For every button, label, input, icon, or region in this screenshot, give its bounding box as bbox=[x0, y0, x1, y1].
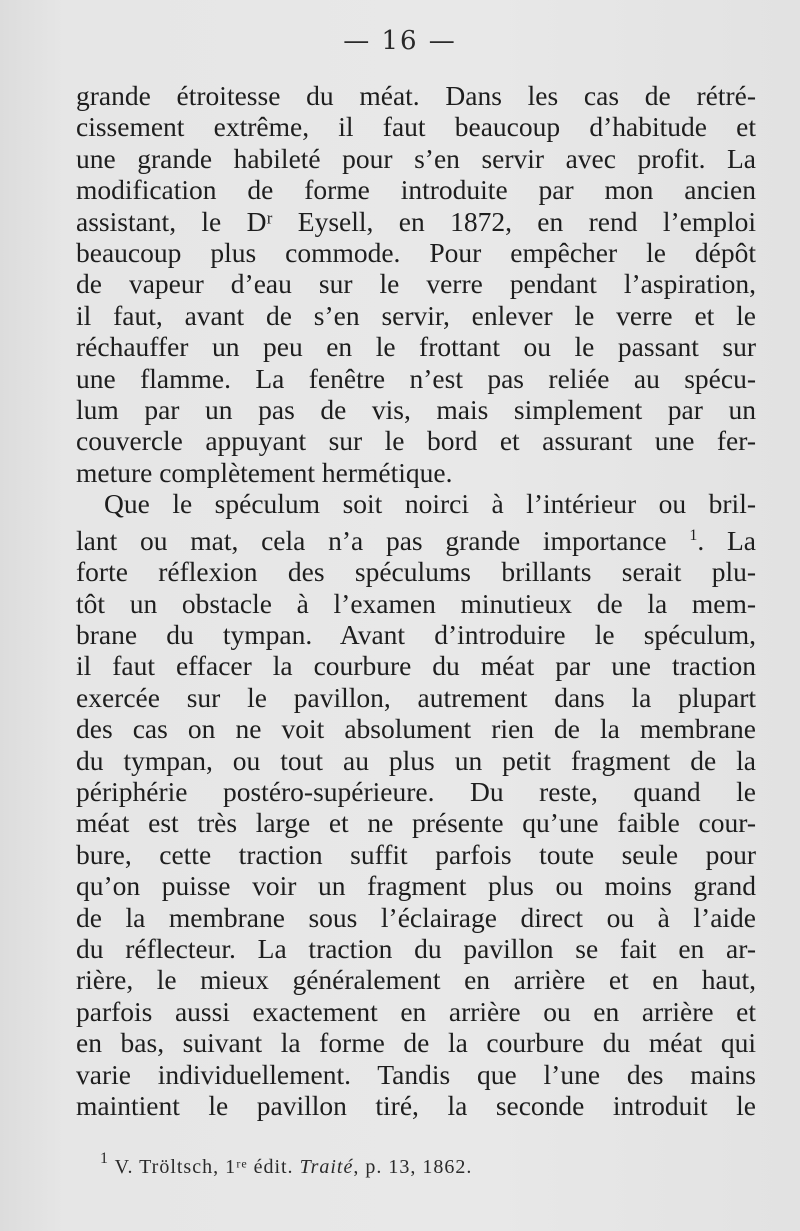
page-number: — 16 — bbox=[343, 26, 457, 56]
text-line: des cas on ne voit absolument rien de la membrane bbox=[76, 713, 756, 745]
body-text bbox=[76, 80, 756, 1121]
text-line: meture complètement hermétique. bbox=[76, 456, 453, 488]
text-line: parfois aussi exactement en arrière ou en arrière et bbox=[76, 995, 756, 1027]
footnote-title: Traité bbox=[299, 1156, 354, 1178]
text-fragment: . La bbox=[697, 524, 756, 556]
text-line: tôt un obstacle à l’examen minutieux de la mem- bbox=[76, 587, 756, 619]
text-line: couvercle appuyant sur le bord et assurant une fer- bbox=[76, 425, 756, 457]
text-line: exercée sur le pavillon, autrement dans la plupart bbox=[76, 681, 756, 713]
text-line: lum par un pas de vis, mais simplement par un bbox=[76, 394, 756, 426]
text-line: maintient le pavillon tiré, la seconde introduit le bbox=[76, 1090, 756, 1121]
text-line: qu’on puisse voir un fragment plus ou moins grand bbox=[76, 870, 756, 902]
text-line: de vapeur d’eau sur le verre pendant l’aspiration, bbox=[76, 268, 756, 300]
text-line: modification de forme introduite par mon ancien bbox=[76, 174, 756, 206]
text-line: forte réflexion des spéculums brillants serait plu- bbox=[76, 556, 756, 588]
text-line: assistant, le Dʳ Eysell, en 1872, en rend l’emploi bbox=[76, 205, 756, 237]
text-line: rière, le mieux généralement en arrière et en haut, bbox=[76, 964, 756, 996]
text-line: beaucoup plus commode. Pour empêcher le dépôt bbox=[76, 237, 756, 269]
text-line: brane du tympan. Avant d’introduire le spéculum, bbox=[76, 618, 756, 650]
text-line: grande étroitesse du méat. Dans les cas de rétré- bbox=[76, 80, 756, 111]
footnote-text: V. Tröltsch, 1ʳᵉ édit. bbox=[114, 1156, 294, 1178]
footnote-text-end: , p. 13, 1862. bbox=[353, 1156, 473, 1178]
footnote-marker: 1 bbox=[689, 526, 698, 544]
text-line: en bas, suivant la forme de la courbure du méat qui bbox=[76, 1027, 756, 1059]
text-line: bure, cette traction suffit parfois toute seule pour bbox=[76, 838, 756, 870]
footnote bbox=[100, 1150, 760, 1179]
text-line-with-footnote bbox=[76, 520, 756, 556]
text-line: il faut effacer la courbure du méat par une traction bbox=[76, 650, 756, 682]
text-fragment: lant ou mat, cela n’a pas grande importance bbox=[76, 524, 667, 556]
text-line: Que le spéculum soit noirci à l’intérieur ou bril- bbox=[104, 488, 756, 520]
text-line: une grande habileté pour s’en servir avec profit. La bbox=[76, 142, 756, 174]
text-line: périphérie postéro-supérieure. Du reste, quand le bbox=[76, 775, 756, 807]
text-line: du réflecteur. La traction du pavillon se fait en ar- bbox=[76, 932, 756, 964]
text-line: une flamme. La fenêtre n’est pas reliée au spécu- bbox=[76, 362, 756, 394]
text-line: méat est très large et ne présente qu’une faible cour- bbox=[76, 807, 756, 839]
footnote-number: 1 bbox=[100, 1150, 109, 1167]
text-line: cissement extrême, il faut beaucoup d’habitude et bbox=[76, 111, 756, 143]
text-line: de la membrane sous l’éclairage direct ou à l’aide bbox=[76, 901, 756, 933]
text-line: varie individuellement. Tandis que l’une des mains bbox=[76, 1058, 756, 1090]
text-line: il faut, avant de s’en servir, enlever le verre et le bbox=[76, 299, 756, 331]
text-line: du tympan, ou tout au plus un petit fragment de la bbox=[76, 744, 756, 776]
text-line: réchauffer un peu en le frottant ou le passant sur bbox=[76, 331, 756, 363]
